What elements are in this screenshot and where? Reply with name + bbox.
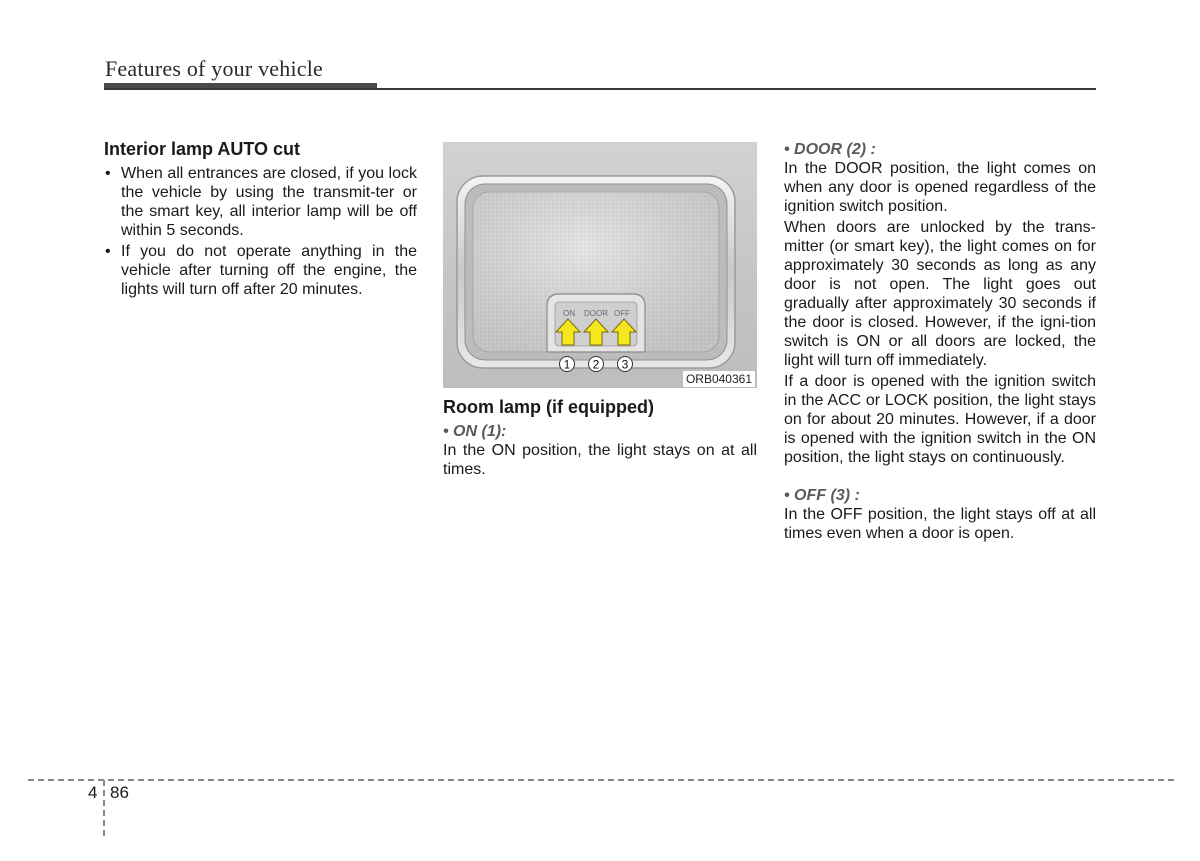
column-middle (443, 138, 757, 481)
switch-label-off: OFF (614, 309, 630, 318)
door-paragraph-3: If a door is opened with the ignition switch in the ACC or LOCK position, the light stays on for about 20 minutes. However, if a door is opened with the ignition switch in the ON position, the light stays on continuously. (784, 373, 1096, 466)
figure-code: ORB040361 (683, 371, 755, 387)
switch-label-door: DOOR (584, 309, 608, 318)
bullet-icon: • (105, 243, 111, 260)
section-title: Features of your vehicle (105, 56, 324, 81)
list-item (104, 242, 417, 299)
callout-3: 3 (621, 357, 629, 372)
page-number: 86 (110, 783, 129, 802)
on-label: • ON (1): (443, 423, 507, 440)
callout-numbers (560, 357, 633, 372)
column-right (784, 140, 1096, 545)
off-text: In the OFF position, the light stays off at all times even when a door is open. (784, 506, 1096, 542)
callout-arrows (556, 319, 636, 345)
list-item (104, 164, 417, 240)
footer-rule (28, 779, 1174, 781)
door-label: • DOOR (2) : (784, 141, 876, 158)
room-lamp-figure (443, 142, 757, 388)
door-paragraph-2: When doors are unlocked by the trans-mitter (or smart key), the light comes on for approximately 30 seconds as long as any door is not open. The light goes out gradually after approximately 30 seconds if the door is closed. However, if the igni-tion switch is ON or all doors are locked, the light will turn off immediately. (784, 219, 1096, 369)
chapter-number: 4 (88, 783, 98, 802)
column-left (104, 138, 417, 301)
off-label: • OFF (3) : (784, 487, 860, 504)
bullet-icon: • (105, 165, 111, 182)
callout-1: 1 (563, 357, 571, 372)
bullet-text: When all entrances are closed, if you lock the vehicle by using the transmit-ter or the smart key, all interior lamp will be off within 5 seconds. (121, 165, 417, 239)
on-text: In the ON position, the light stays on at all times. (443, 442, 757, 478)
room-lamp-illustration-icon (443, 142, 757, 388)
callout-2: 2 (592, 357, 600, 372)
footer-divider (103, 780, 105, 836)
header-rule (104, 88, 1096, 90)
auto-cut-heading: Interior lamp AUTO cut (104, 139, 301, 159)
bullet-text: If you do not operate anything in the vehicle after turning off the engine, the lights will turn off after 20 minutes. (121, 243, 417, 298)
room-lamp-heading: Room lamp (if equipped) (443, 397, 654, 417)
auto-cut-list (104, 164, 417, 299)
door-paragraph-1: In the DOOR position, the light comes on when any door is opened regardless of the ignition switch position. (784, 160, 1096, 215)
spacer (784, 469, 1096, 486)
switch-label-on: ON (563, 309, 575, 318)
